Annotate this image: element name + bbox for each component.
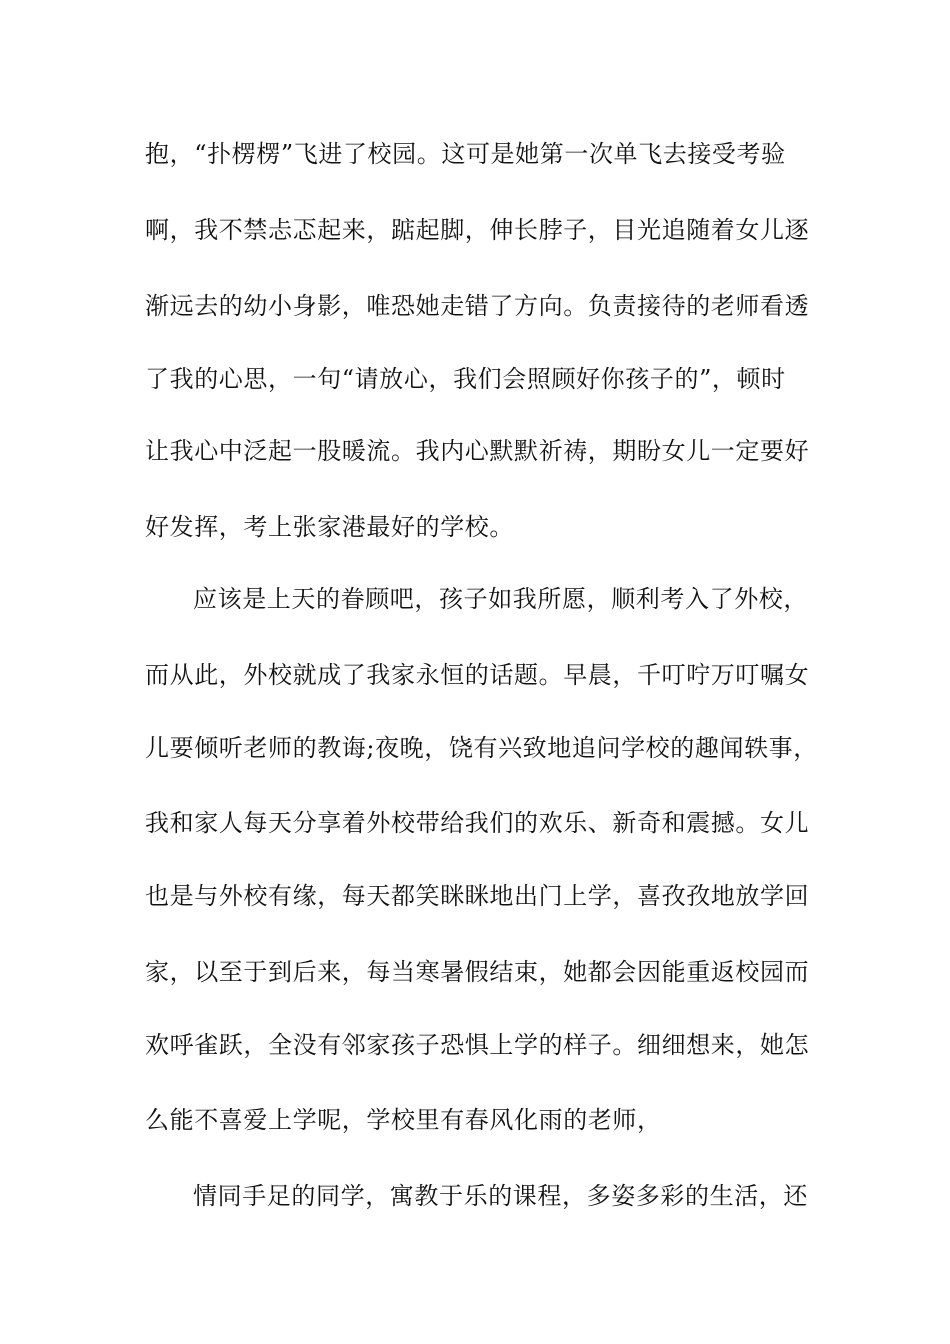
paragraph-1-line-5: 让我心中泛起一股暖流。我内心默默祈祷，期盼女儿一定要好: [145, 437, 810, 465]
paragraph-1-line-1: 抱，“扑楞楞”飞进了校园。这可是她第一次单飞去接受考验: [145, 140, 786, 168]
paragraph-2-line-8: 么能不喜爱上学呢，学校里有春风化雨的老师，: [145, 1106, 662, 1134]
paragraph-3-line-1: 情同手足的同学，寓教于乐的课程，多姿多彩的生活，还: [193, 1182, 808, 1210]
paragraph-2-line-6: 家，以至于到后来，每当寒暑假结束，她都会因能重返校园而: [145, 958, 810, 986]
paragraph-1-line-4: 了我的心思，一句“请放心，我们会照顾好你孩子的”，顿时: [145, 365, 786, 393]
paragraph-2-line-5: 也是与外校有缘，每天都笑眯眯地出门上学，喜孜孜地放学回: [145, 882, 810, 910]
paragraph-2-line-2: 而从此，外校就成了我家永恒的话题。早晨，千叮咛万叮嘱女: [145, 661, 810, 689]
paragraph-2-line-4: 我和家人每天分享着外校带给我们的欢乐、新奇和震撼。女儿: [145, 809, 810, 837]
paragraph-1-line-3: 渐远去的幼小身影，唯恐她走错了方向。负责接待的老师看透: [145, 292, 810, 320]
paragraph-2-line-1: 应该是上天的眷顾吧，孩子如我所愿，顺利考入了外校，: [193, 585, 808, 613]
paragraph-2-line-7: 欢呼雀跃，全没有邻家孩子恐惧上学的样子。细细想来，她怎: [145, 1031, 810, 1059]
paragraph-1-line-6: 好发挥，考上张家港最好的学校。: [145, 513, 514, 541]
paragraph-2-line-3: 儿要倾听老师的教诲;夜晚，饶有兴致地追问学校的趣闻轶事，: [145, 734, 818, 762]
paragraph-1-line-2: 啊，我不禁忐忑起来，踮起脚，伸长脖子，目光追随着女儿逐: [145, 216, 810, 244]
